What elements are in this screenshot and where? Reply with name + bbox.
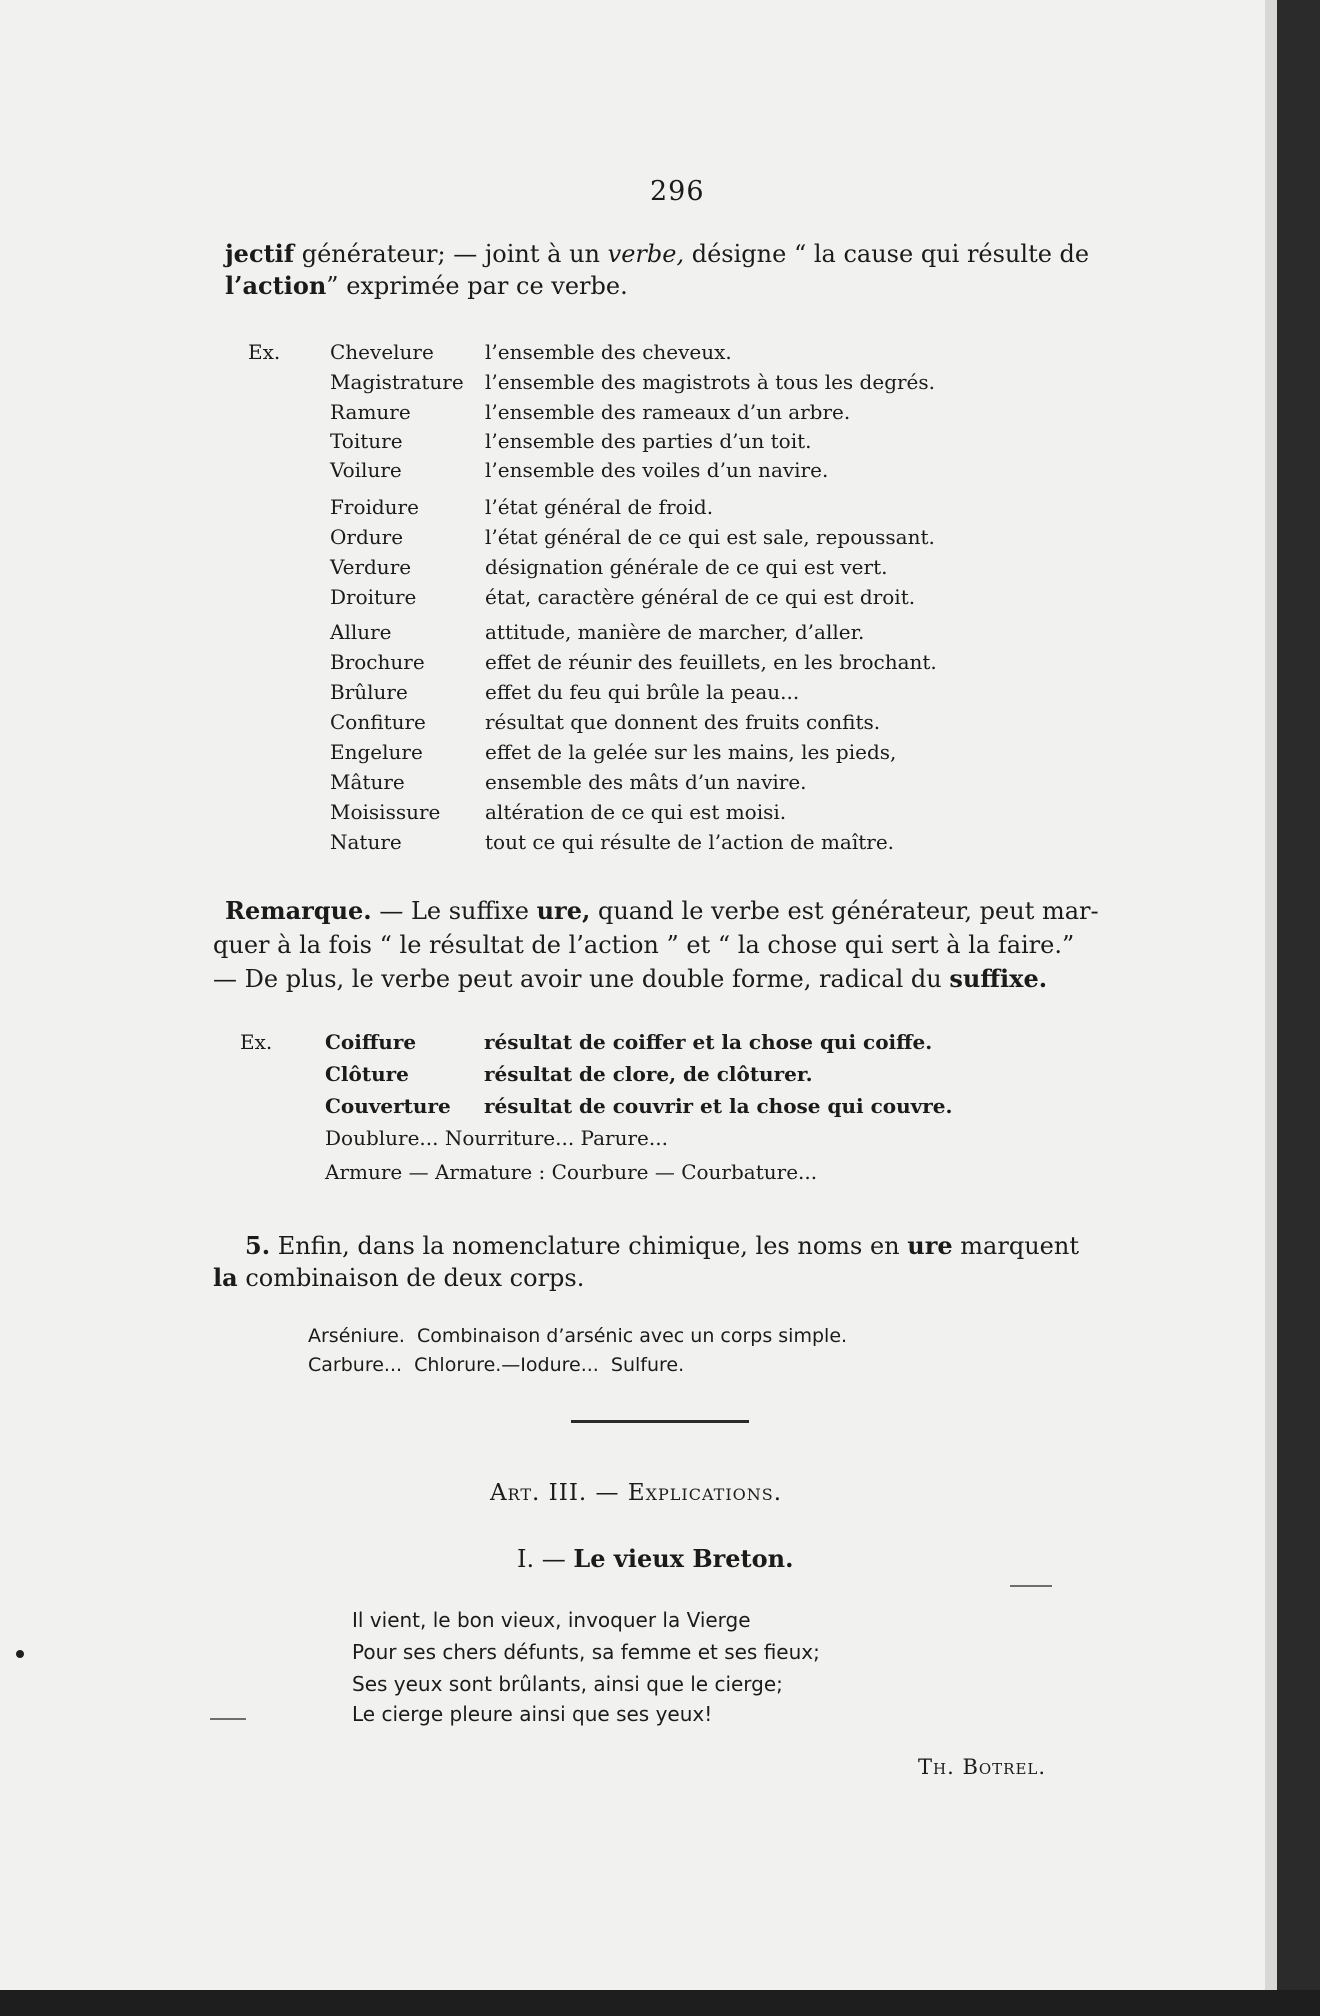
- intro-bold-start: jectif: [225, 239, 295, 268]
- scan-mark: [210, 1718, 246, 1720]
- example2-term: Clôture: [325, 1062, 409, 1086]
- remarque-text: — Le suffixe: [379, 897, 529, 925]
- example-term: Toiture: [330, 429, 403, 453]
- poem-line: Pour ses chers défunts, sa femme et ses fieux;: [352, 1640, 820, 1664]
- poem-line: Il vient, le bon vieux, invoquer la Vierge: [352, 1608, 751, 1632]
- point5-line2-bold: la: [213, 1263, 238, 1292]
- example-definition: état, caractère général de ce qui est droit.: [485, 585, 916, 609]
- page-number: 296: [650, 176, 705, 207]
- remarque-line-2: quer à la fois “ le résultat de l’action ” et “ la chose qui sert à la faire.”: [213, 931, 1075, 959]
- example-term: Magistrature: [330, 370, 464, 394]
- intro-line-1: [225, 238, 1089, 270]
- intro-line2-bold: l’action: [225, 271, 327, 300]
- point5-line-1: [245, 1230, 1079, 1262]
- scan-border: [0, 1990, 1320, 2016]
- remarque-line-3: [213, 963, 1047, 995]
- example-definition: l’état général de ce qui est sale, repoussant.: [485, 525, 935, 549]
- intro-verb-italic: verbe,: [607, 240, 685, 268]
- example-definition: désignation générale de ce qui est vert.: [485, 555, 888, 579]
- example2-definition: résultat de coiffer et la chose qui coiffe.: [484, 1030, 933, 1054]
- point5-suffix: ure: [907, 1231, 953, 1260]
- example-definition: l’ensemble des cheveux.: [485, 340, 732, 364]
- example2-definition: résultat de clore, de clôturer.: [484, 1062, 813, 1086]
- example-definition: l’ensemble des magistrots à tous les degrés.: [485, 370, 936, 394]
- intro-text: générateur; — joint à un: [301, 240, 601, 268]
- example-definition: résultat que donnent des fruits confits.: [485, 710, 881, 734]
- example-term: Allure: [330, 620, 392, 644]
- example-term: Brochure: [330, 650, 425, 674]
- remarque-line-1: [225, 895, 1099, 927]
- example-term: Brûlure: [330, 680, 408, 704]
- example-term: Mâture: [330, 770, 405, 794]
- remarque-text-end: quand le verbe est générateur, peut mar-: [597, 897, 1099, 925]
- examples2-label: Ex.: [240, 1030, 273, 1054]
- example-definition: ensemble des mâts d’un navire.: [485, 770, 807, 794]
- intro-line2-text: ” exprimée par ce verbe.: [326, 272, 628, 300]
- point5-text-end: marquent: [960, 1232, 1079, 1260]
- intro-line-2: [225, 270, 628, 302]
- example-term: Froidure: [330, 495, 419, 519]
- poem-title-number: I. —: [517, 1545, 566, 1573]
- example-term: Verdure: [330, 555, 412, 579]
- poem-author: Th. Botrel.: [918, 1755, 1047, 1779]
- example2-term: Coiffure: [325, 1030, 417, 1054]
- example-definition: effet de la gelée sur les mains, les pieds,: [485, 740, 897, 764]
- remarque-line3-bold: suffixe.: [949, 964, 1048, 993]
- remarque-line3-text: — De plus, le verbe peut avoir une double forme, radical du: [213, 965, 942, 993]
- example-definition: l’état général de froid.: [485, 495, 714, 519]
- example-term: Nature: [330, 830, 402, 854]
- article-heading: Art. III. — Explications.: [490, 1480, 783, 1506]
- example-definition: effet de réunir des feuillets, en les brochant.: [485, 650, 937, 674]
- poem-title-text: Le vieux Breton.: [573, 1544, 794, 1573]
- example-term: Chevelure: [330, 340, 434, 364]
- example2-definition: résultat de couvrir et la chose qui couvre.: [484, 1094, 953, 1118]
- example-term: Engelure: [330, 740, 423, 764]
- scan-mark: [1010, 1585, 1052, 1587]
- example2-term: Couverture: [325, 1094, 451, 1118]
- page-edge: [1265, 0, 1277, 1990]
- example-term: Moisissure: [330, 800, 441, 824]
- example-definition: attitude, manière de marcher, d’aller.: [485, 620, 865, 644]
- point5-line-2: [213, 1262, 584, 1294]
- intro-text-end: désigne “ la cause qui résulte de: [691, 240, 1090, 268]
- point5-number: 5.: [245, 1231, 271, 1260]
- example-definition: altération de ce qui est moisi.: [485, 800, 787, 824]
- example-definition: l’ensemble des voiles d’un navire.: [485, 458, 829, 482]
- examples2-extra-2: Armure — Armature : Courbure — Courbature...: [325, 1160, 818, 1184]
- poem-title: [517, 1543, 793, 1575]
- example-term: Ramure: [330, 400, 411, 424]
- chem-line-2: Carbure... Chlorure.—Iodure... Sulfure.: [308, 1354, 685, 1376]
- chem-line-1: Arséniure. Combinaison d’arsénic avec un corps simple.: [308, 1325, 848, 1347]
- example-term: Confiture: [330, 710, 426, 734]
- example-definition: effet du feu qui brûle la peau...: [485, 680, 800, 704]
- examples-label: Ex.: [248, 340, 281, 364]
- example-definition: l’ensemble des rameaux d’un arbre.: [485, 400, 851, 424]
- examples2-extra-1: Doublure... Nourriture... Parure...: [325, 1126, 668, 1150]
- section-divider: [571, 1420, 749, 1423]
- scan-speck: [16, 1650, 24, 1658]
- example-term: Voilure: [330, 458, 402, 482]
- poem-line: Le cierge pleure ainsi que ses yeux!: [352, 1702, 713, 1726]
- remarque-label: Remarque.: [225, 896, 372, 925]
- point5-line2-text: combinaison de deux corps.: [245, 1264, 585, 1292]
- example-definition: l’ensemble des parties d’un toit.: [485, 429, 812, 453]
- remarque-suffix: ure,: [536, 896, 591, 925]
- example-term: Droiture: [330, 585, 417, 609]
- example-definition: tout ce qui résulte de l’action de maître.: [485, 830, 895, 854]
- point5-text: Enfin, dans la nomenclature chimique, les noms en: [277, 1232, 900, 1260]
- poem-line: Ses yeux sont brûlants, ainsi que le cierge;: [352, 1672, 783, 1696]
- example-term: Ordure: [330, 525, 404, 549]
